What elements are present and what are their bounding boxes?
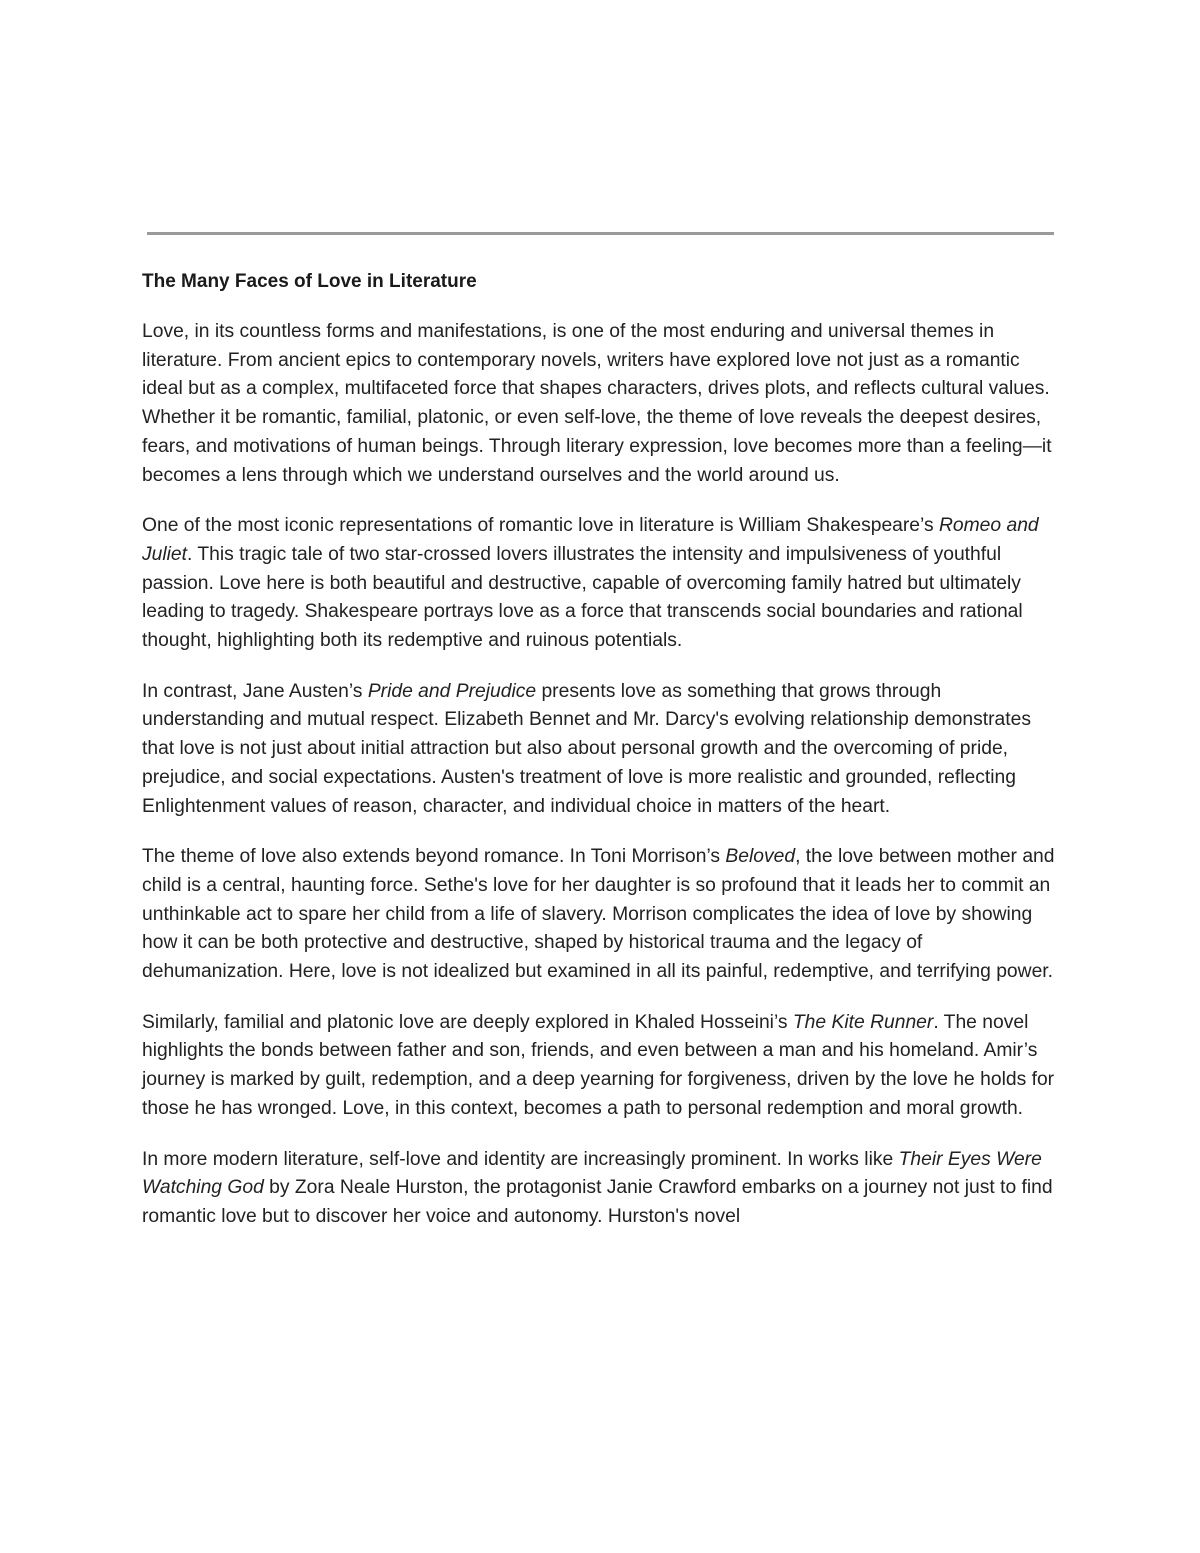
- paragraph-text: Love, in its countless forms and manifestations, is one of the most enduring and universal themes in literature. From ancient epics to contemporary novels, writers have explored love not just as a romantic ideal but as a complex, multifaceted force that shapes characters, drives plots, and reflects cultural values. Whether it be romantic, familial, platonic, or even self-love, the theme of love reveals the deepest desires, fears, and motivations of human beings. Through literary expression, love becomes more than a feeling—it becomes a lens through which we understand ourselves and the world around us.: [142, 321, 1052, 486]
- paragraph-pride-and-prejudice: [142, 678, 1062, 822]
- paragraph-text: by Zora Neale Hurston, the protagonist Janie Crawford embarks on a journey not just to find romantic love but to discover her voice and autonomy. Hurston's novel: [142, 1177, 1053, 1227]
- book-title-italic: Beloved: [725, 846, 796, 868]
- paragraph-beloved: [142, 843, 1062, 987]
- paragraph-intro: [142, 318, 1062, 490]
- book-title-italic: Their Eyes Were Watching God: [142, 1148, 1042, 1199]
- paragraph-text: presents love as something that grows through understanding and mutual respect. Elizabeth Bennet and Mr. Darcy's evolving relationship demonstrates that love is not just about initial attraction but also about personal growth and the overcoming of pride, prejudice, and social expectations. Austen's treatment of love is more realistic and grounded, reflecting Enlightenment values of reason, character, and individual choice in matters of the heart.: [142, 680, 1031, 817]
- book-title-italic: Pride and Prejudice: [367, 680, 537, 702]
- horizontal-rule: [147, 232, 1054, 235]
- paragraph-kite-runner: [142, 1009, 1062, 1124]
- paragraph-text: . This tragic tale of two star-crossed lovers illustrates the intensity and impulsiveness of youthful passion. Love here is both beautiful and destructive, capable of overcoming family hatred but ultimately leading to tragedy. Shakespeare portrays love as a force that transcends social boundaries and rational thought, highlighting both its redemptive and ruinous potentials.: [142, 543, 1023, 652]
- paragraph-their-eyes: [142, 1146, 1062, 1232]
- document-body: [142, 268, 1062, 1254]
- paragraph-text: , the love between mother and child is a central, haunting force. Sethe's love for her daughter is so profound that it leads her to commit an unthinkable act to spare her child from a life of slavery. Morrison complicates the idea of love by showing how it can be both protective and destructive, shaped by historical trauma and the legacy of dehumanization. Here, love is not idealized but examined in all its painful, redemptive, and terrifying power.: [142, 846, 1055, 983]
- book-title-italic: Romeo and Juliet: [142, 515, 1039, 565]
- paragraph-text: Similarly, familial and platonic love are deeply explored in Khaled Hosseini’s: [142, 1011, 793, 1033]
- paragraph-text: The theme of love also extends beyond romance. In Toni Morrison’s: [142, 846, 726, 868]
- paragraph-text: . The novel highlights the bonds between father and son, friends, and even between a man and his homeland. Amir’s journey is marked by guilt, redemption, and a deep yearning for forgiveness, driven by the love he holds for those he has wronged. Love, in this context, becomes a path to personal redemption and moral growth.: [142, 1011, 1055, 1119]
- paragraph-text: One of the most iconic representations of romantic love in literature is William Shakespeare’s: [142, 515, 939, 537]
- paragraph-romeo-and-juliet: [142, 512, 1062, 656]
- document-title: The Many Faces of Love in Literature: [142, 271, 477, 292]
- paragraph-text: In contrast, Jane Austen’s: [142, 680, 368, 702]
- paragraph-text: In more modern literature, self-love and identity are increasingly prominent. In works like: [142, 1148, 899, 1170]
- book-title-italic: The Kite Runner: [792, 1011, 934, 1033]
